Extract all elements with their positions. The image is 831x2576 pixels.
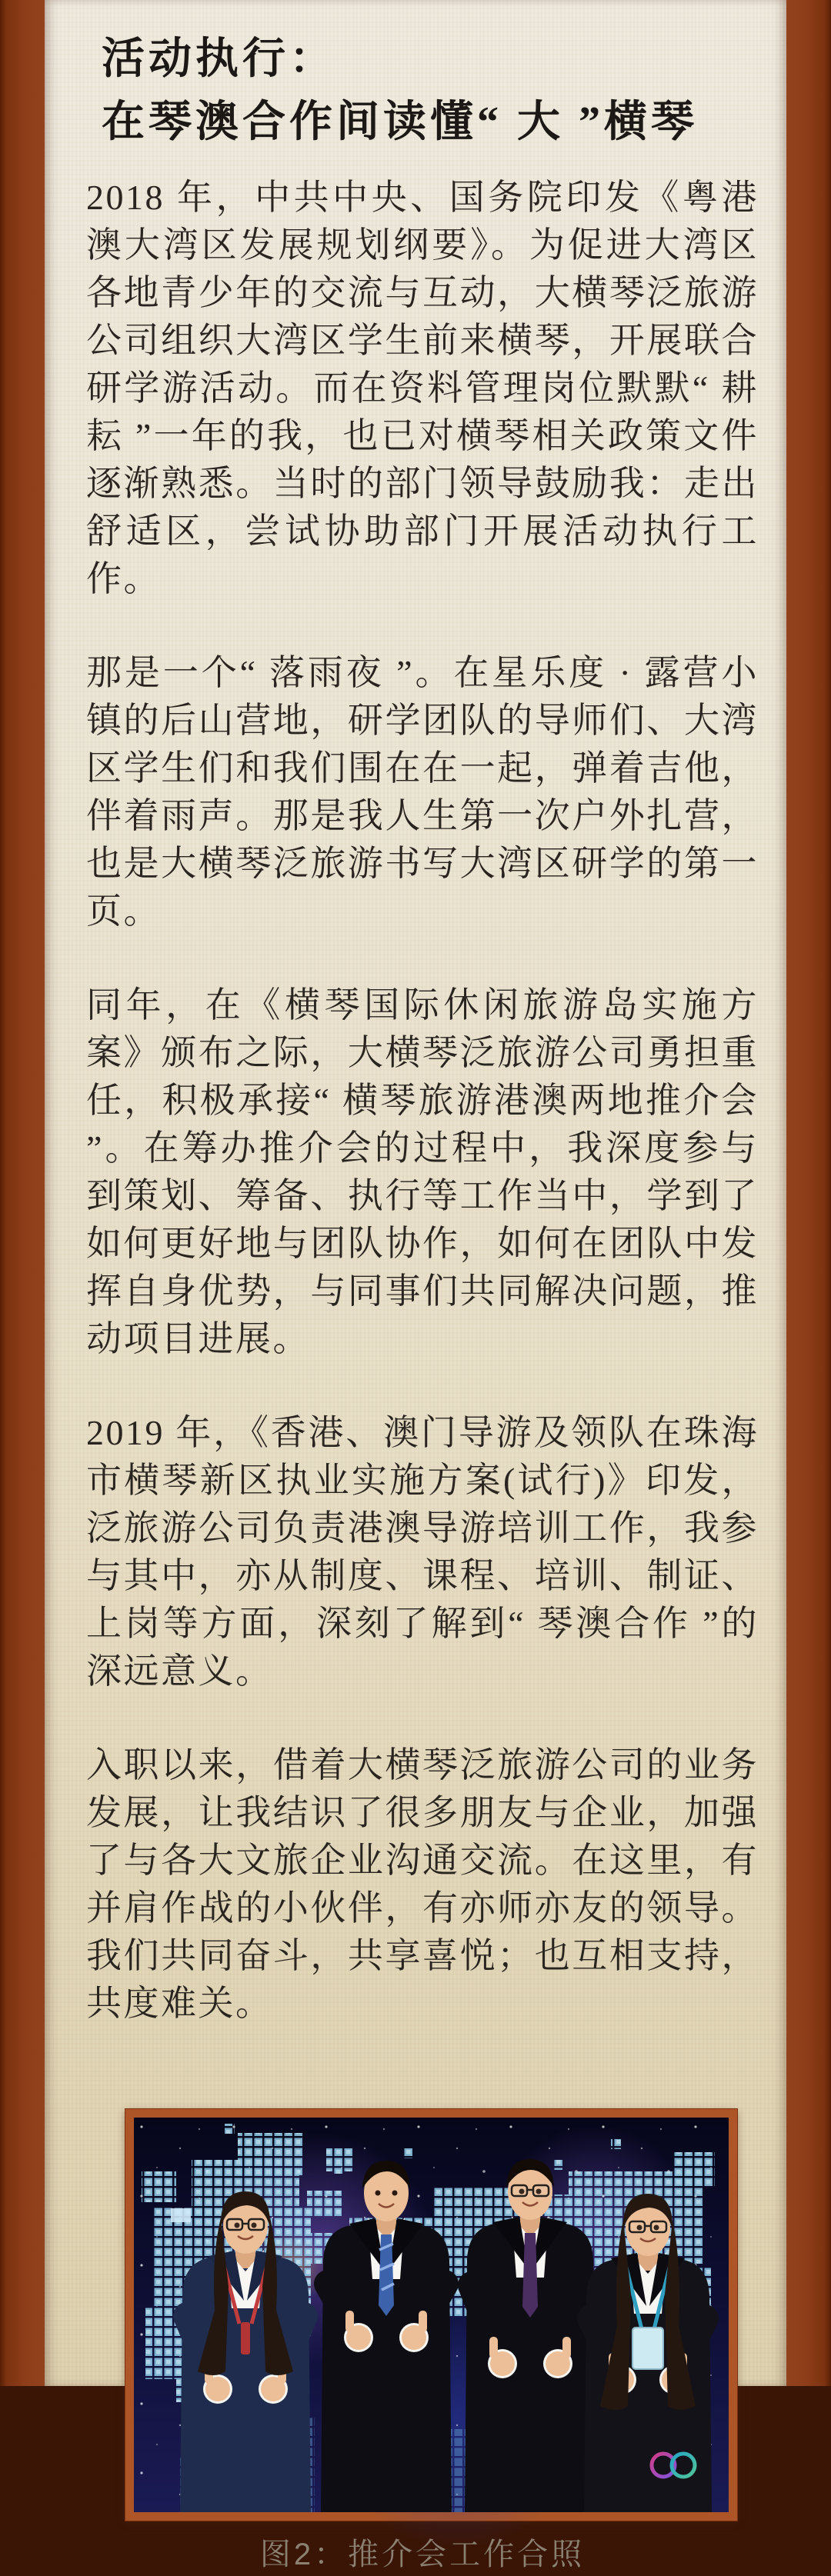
staff-badge [632,2328,663,2369]
page-title-line1: 活动执行： [102,35,336,83]
left-border [0,0,45,2386]
paragraph-3: 同年，在《横琴国际休闲旅游岛实施方案》颁布之际，大横琴泛旅游公司勇担重任，积极承接“ 横琴旅游港澳两地推介会 ”。在筹办推介会的过程中，我深度参与到策划、筹备、执行等工作当中，学到了如何更好地与团队协作，如何在团队中发挥自身优势，与同事们共同解决问题，推动项目进展。 [86,985,759,1358]
figure-caption: 图2：推介会工作合照 [259,2538,586,2571]
paper-background [45,0,786,2571]
article-content [45,0,786,2576]
figure-2 [125,2109,720,2576]
promo-event-group-photo[interactable] [125,2109,737,2521]
paragraph-1: 2018 年，中共中央、国务院印发《粤港澳大湾区发展规划纲要》。为促进大湾区各地青少年的交流与互动，大横琴泛旅游公司组织大湾区学生前来横琴，开展联合研学游活动。而在资料管理岗位默默“ 耕耘 ”一年的我，也已对横琴相关政策文件逐渐熟悉。当时的部门领导鼓励我：走出舒适区，尝试协助部门开展活动执行工作。 [86,178,759,598]
paragraph-4: 2019 年，《香港、澳门导游及领队在珠海市横琴新区执业实施方案(试行)》印发，泛旅游公司负责港澳导游培训工作，我参与其中，亦从制度、课程、培训、制证、上岗等方面，深刻了解到“ 琴澳合作 ”的深远意义。 [86,1413,759,1691]
paragraph-5: 入职以来，借着大横琴泛旅游公司的业务发展，让我结识了很多朋友与企业，加强了与各大文旅企业沟通交流。在这里，有并肩作战的小伙伴，有亦师亦友的领导。我们共同奋斗，共享喜悦；也互相支持，共度难关。 [86,1745,759,2023]
right-border [786,0,831,2386]
wall-screen-tile [171,2208,191,2222]
page-title-line2: 在琴澳合作间读懂“ 大 ”横琴 [102,98,698,146]
page-title [102,28,759,154]
article-body [86,174,759,2028]
paragraph-2: 那是一个“ 落雨夜 ”。在星乐度 · 露营小镇的后山营地，研学团队的导师们、大湾区学生们和我们围在在一起，弹着吉他，伴着雨声。那是我人生第一次户外扎营，也是大横琴泛旅游书写大湾区研学的第一页。 [86,653,759,931]
